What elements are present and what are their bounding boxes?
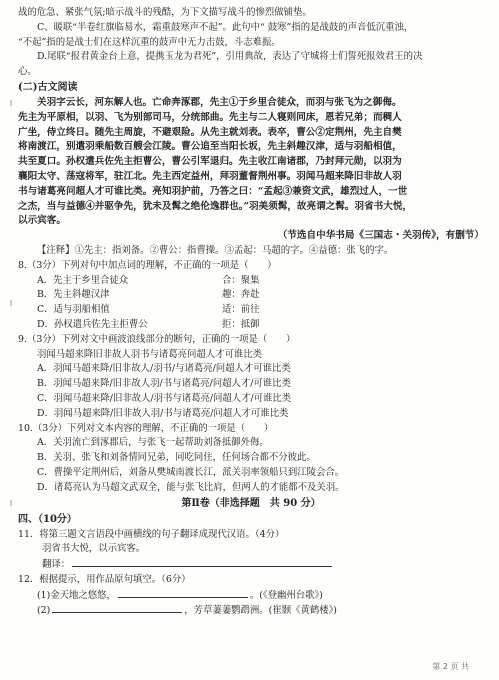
q8-option-c: C．适与羽船相值: [37, 304, 110, 316]
q8-option-d: D．孙权遣兵佐先主拒曹公: [37, 318, 148, 330]
question-9-stem: 9.（3分）下列对文中画波浪线部分的断句，正确的一项是（ ）: [18, 333, 296, 345]
q10-option-d: D．诸葛亮认为马超文武双全，能与张飞比肩，但两人的才能都不及关羽。: [37, 481, 345, 493]
q9-option-a: A．羽闻马超来降/旧非故人/羽书/与诸葛亮/问超人才可谁比类: [37, 363, 291, 375]
question-12-stem: 12．根据提示，用作品原句填空。（6分）: [18, 573, 191, 585]
q8-option-b-meaning: 趣：奔赴: [222, 289, 260, 301]
q12-item-2: [18, 603, 484, 619]
q8-option: [18, 274, 484, 289]
q12-item-1-tail: 。(《登幽州台歌》): [249, 589, 323, 601]
passage-line: 将南渡江，别遣羽乘船数百艘会江陵。曹公追至当阳长坂，先主斜趣汉津，适与羽船相值，: [18, 141, 402, 153]
question-11-stem: 11．将第三题文言语段中画横线的句子翻译成现代汉语。（4分）: [18, 528, 285, 540]
q11-answer-blank[interactable]: [72, 557, 332, 567]
prev-line: 心。: [18, 66, 37, 78]
prev-line: “不起”指的是战士们在这样沉重的鼓声中无力击鼓，斗志难振。: [18, 36, 281, 48]
passage-line: 以示宾客。: [18, 215, 66, 227]
q12-blank-1[interactable]: [118, 588, 248, 598]
q12-item-2-tail: ，芳草萋萋鹦鹉洲。(崔颢《黄鹤楼》): [184, 605, 337, 617]
passage-source: （节选自中华书局《三国志・关羽传》，有删节）: [277, 230, 484, 242]
passage-notes: 【注释】①先主：指刘备。②曹公：指曹操。③孟起：马超的字。④益德：张飞的字。: [37, 244, 394, 256]
binding-mark: [10, 500, 12, 506]
q8-option: [18, 318, 484, 333]
q11-prompt: 翻译：: [42, 559, 71, 571]
binding-mark: [10, 300, 12, 306]
q9-text: 羽闻马超来降旧非故人羽书与诸葛亮问超人才可谁比类: [37, 348, 263, 360]
section-heading: (二)古文阅读: [18, 81, 78, 93]
section-4-heading: 四、（10分）: [18, 513, 77, 525]
prev-line: D.尾联“报君黄金台上意，提携玉龙为君死”，引用典故，表达了守城将士们誓死报效君王的决: [37, 51, 423, 63]
q8-option-d-meaning: 拒：抵御: [222, 318, 260, 330]
q12-blank-2[interactable]: [52, 603, 182, 613]
passage-line: 共至夏口。孙权遣兵佐先主拒曹公，曹公引军退归。先主收江南诸郡，乃封拜元勋，以羽为: [18, 156, 402, 168]
q8-option-b: B．先主斜趣汉津: [37, 289, 110, 301]
passage-line: 之杰，当与益德④并驱争先，犹未及髯之绝伦逸群也。”羽美须髯，故亮谓之髯。羽省书大悦，: [18, 200, 413, 212]
q8-option-c-meaning: 适：前往: [222, 304, 260, 316]
passage-line: 先主为平原相，以羽、飞为别部司马，分统部曲。先主与二人寝则同床，恩若兄弟；而稠人: [18, 111, 402, 123]
page-number: 第 2 页 共: [432, 662, 469, 671]
q9-option-d: D．羽闻马超来降/旧非故人羽/书与诸葛亮/问超人才可谁比类: [37, 407, 289, 419]
q12-item-2-head: (2): [37, 605, 51, 617]
q8-option: [18, 288, 484, 303]
q8-option-a: A．先主于乡里合徒众: [37, 274, 129, 286]
question-8-stem: 8.（3分）下列对句中加点词的理解，不正确的一项是（ ）: [18, 259, 277, 271]
q10-option-c: C．曹操平定荆州后，刘备从樊城南渡长江，派关羽率领船只到江陵会合。: [37, 466, 345, 478]
exam-content: [18, 6, 484, 619]
q9-option-b: B．羽闻马超来降/旧非故人羽/书与诸葛亮/问超人才/可谁比类: [37, 378, 291, 390]
q12-item-1: [18, 588, 484, 604]
q11-sentence: 羽省书大悦，以示宾客。: [42, 543, 146, 555]
q8-option: [18, 303, 484, 318]
passage-line: 关羽字云长，河东解人也。亡命奔涿郡，先主①于乡里合徒众，而羽与张飞为之御侮。: [37, 96, 402, 108]
prev-line: 战的危急、紧张气氛;暗示战斗的残酷，为下文描写战斗的惨烈做铺垫。: [18, 7, 312, 18]
q10-option-a: A．关羽流亡到涿郡后，与张飞一起帮助刘备抵御外侮。: [37, 437, 269, 449]
q12-item-1-head: (1)金天地之悠悠，: [37, 589, 116, 601]
binding-mark: [10, 100, 12, 106]
prev-line: C、暖联“半卷红旗临易水，霜重鼓寒声不起”。此句中“ 鼓寒”指的是战鼓的声音低沉重浊，: [37, 21, 414, 33]
passage-line: 书与诸葛亮问超人才可谁比类。亮知羽护前，乃答之曰：“孟起③兼资文武，雄烈过人，一世: [18, 185, 408, 197]
q8-option-a-meaning: 合：聚集: [222, 274, 260, 286]
passage-line: 襄阳太守、荡寇将军，驻江北。先主西定益州，拜羽董督荆州事。羽闻马超来降旧非故人羽: [18, 170, 402, 182]
q9-option-c: C．羽闻马超来降/旧非故人/羽书与诸葛亮/问超人才/可谁比类: [37, 392, 292, 404]
question-10-stem: 10.（3分）下列对文本内容的理解，不正确的一项是（ ）: [18, 422, 274, 434]
q10-option-b: B．关羽、张飞和刘备情同兄弟，同吃同住，任何场合都不分彼此。: [37, 452, 316, 464]
passage-line: 广坐，侍立终日。随先主周旋，不避艰险。从先主就刘表。表卒，曹公②定荆州，先主自樊: [18, 126, 402, 138]
q11-answer-line: [18, 557, 484, 573]
part-2-title: 第Ⅱ卷（非选择题 共 90 分）: [181, 497, 321, 509]
